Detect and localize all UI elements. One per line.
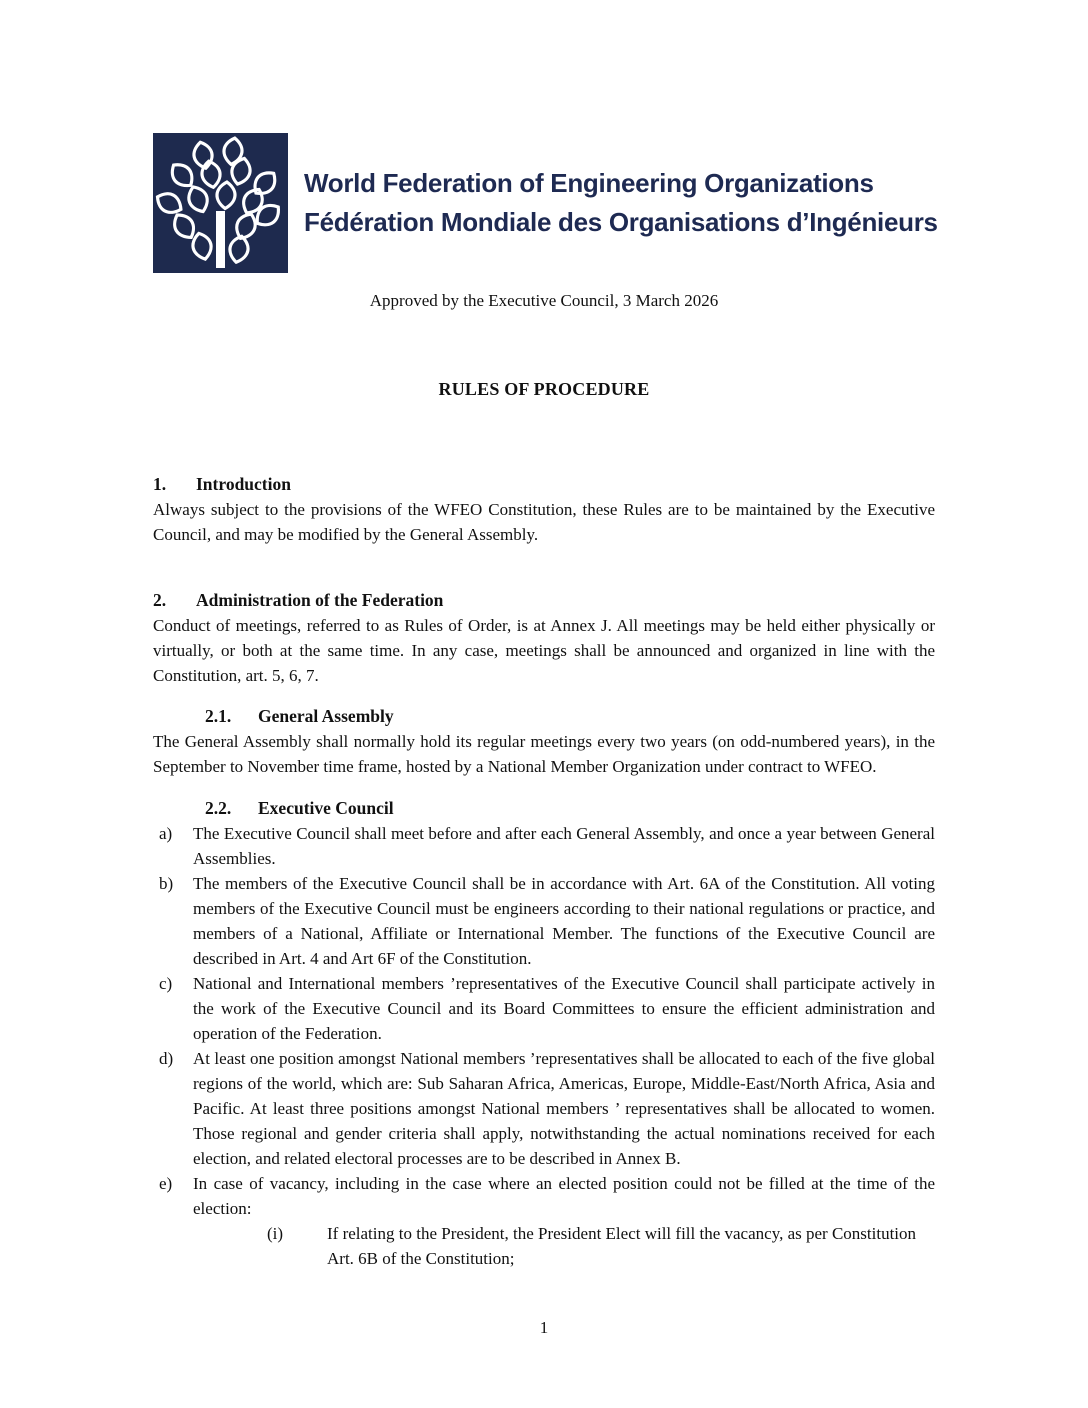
subsection-number: 2.2.: [205, 798, 232, 818]
list-item-text: In case of vacancy, including in the case where an elected position could not be filled at the time of the election:: [193, 1174, 935, 1218]
executive-council-list: [153, 821, 935, 1271]
list-item-label: c): [159, 974, 173, 993]
org-name-french: Fédération Mondiale des Organisations d’Ingénieurs: [304, 207, 938, 237]
section-administration: [153, 588, 935, 688]
list-item-label: d): [159, 1049, 174, 1068]
list-item-label: a): [159, 824, 173, 843]
subsection-heading: [205, 796, 935, 821]
subsection-title: General Assembly: [258, 706, 394, 726]
list-item-text: The Executive Council shall meet before and after each General Assembly, and once a year between General Assemblies.: [193, 824, 935, 868]
list-item-a: [153, 821, 935, 871]
list-item-text: National and International members ’representatives of the Executive Council shall participate actively in the work of the Executive Council and its Board Committees to ensure the efficient administration and operation of the Federation.: [193, 974, 935, 1043]
letterhead: [153, 0, 938, 273]
section-number: 1.: [153, 474, 167, 494]
wfeo-tree-logo-icon: [153, 133, 288, 273]
sublist-item-text: If relating to the President, the President Elect will fill the vacancy, as per Constitution Art. 6B of the Constitution;: [327, 1224, 917, 1268]
list-item-c: [153, 971, 935, 1046]
section-title: Administration of the Federation: [196, 590, 444, 610]
approval-line: Approved by the Executive Council, 3 March 2026: [369, 291, 719, 310]
section-heading: [153, 588, 935, 613]
list-item-b: [153, 871, 935, 971]
list-item-label: e): [159, 1174, 173, 1193]
section-introduction: [153, 472, 935, 547]
organization-names: [304, 164, 938, 242]
subsection-heading: [205, 704, 935, 729]
subsection-title: Executive Council: [258, 798, 394, 818]
subsection-number: 2.1.: [205, 706, 232, 726]
section-paragraph: Conduct of meetings, referred to as Rules of Order, is at Annex J. All meetings may be held either physically or virtually, or both at the same time. In any case, meetings shall be announced and organized in line with the Constitution, art. 5, 6, 7.: [153, 616, 935, 685]
sublist-item-label: (i): [267, 1224, 284, 1243]
section-paragraph: The General Assembly shall normally hold its regular meetings every two years (on odd-numbered years), in the September to November time frame, hosted by a National Member Organization under contract to WFEO.: [153, 732, 935, 776]
org-name-english: World Federation of Engineering Organizations: [304, 168, 874, 198]
vacancy-sublist: [193, 1221, 935, 1271]
sublist-item-i: [193, 1221, 935, 1271]
list-item-e: [153, 1171, 935, 1271]
section-paragraph: Always subject to the provisions of the WFEO Constitution, these Rules are to be maintained by the Executive Council, and may be modified by the General Assembly.: [153, 500, 935, 544]
list-item-text: At least one position amongst National members ’representatives shall be allocated to each of the five global regions of the world, which are: Sub Saharan Africa, Americas, Europe, Middle-East/North Africa, Asia and Pacific. At least three positions amongst National members ’ representatives shall be allocated to women. Those regional and gender criteria shall apply, notwithstanding the actual nominations received for each election, and related electoral processes are to be described in Annex B.: [193, 1049, 935, 1168]
section-title: Introduction: [196, 474, 291, 494]
page-number: 1: [539, 1318, 549, 1337]
list-item-text: The members of the Executive Council shall be in accordance with Art. 6A of the Constitution. All voting members of the Executive Council must be engineers according to their national regulations or practice, and members of a National, Affiliate or International Member. The functions of the Executive Council are described in Art. 4 and Art 6F of the Constitution.: [193, 874, 935, 968]
list-item-label: b): [159, 874, 174, 893]
section-number: 2.: [153, 590, 167, 610]
section-executive-council: [153, 796, 935, 1271]
document-title: RULES OF PROCEDURE: [438, 379, 650, 399]
section-general-assembly: [153, 704, 935, 779]
section-heading: [153, 472, 935, 497]
list-item-d: [153, 1046, 935, 1171]
